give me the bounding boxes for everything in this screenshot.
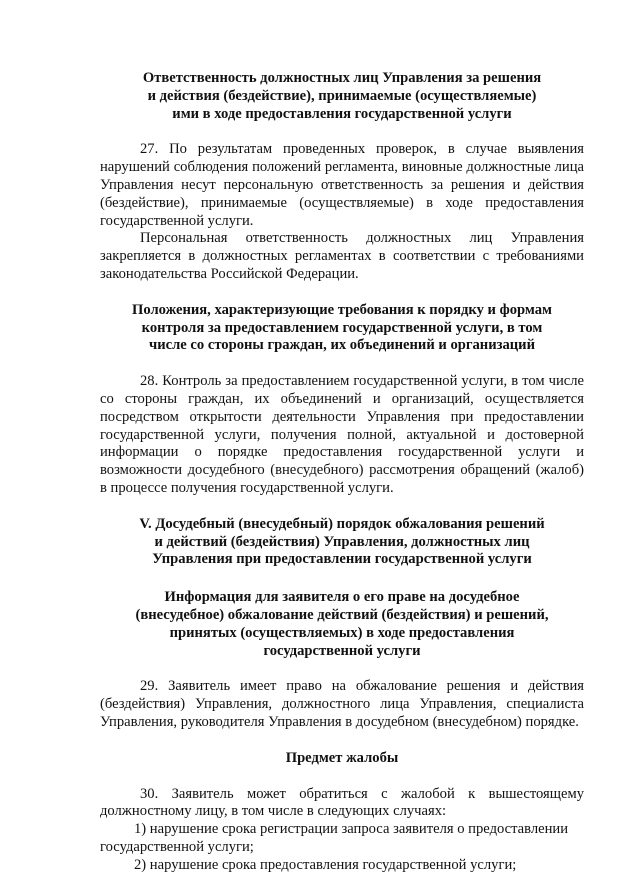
section-heading-appeal-info (100, 589, 584, 660)
paragraph-28: 28. Контроль за предоставлением государственной услуги, в том числе со стороны граждан, их объединений и организаций, осуществляется посредством открытости деятельности Управления при предоставлении государственной услуги, получения полной, актуальной и достоверной информации о порядке предоставления государственной услуги и возможности досудебного (внесудебного) рассмотрения обращений (жалоб) в процессе получения государственной услуги. (100, 373, 584, 496)
section-heading-complaint-subject (100, 750, 584, 768)
heading-line: Ответственность должностных лиц Управления за решения (142, 70, 542, 86)
heading-line: Информация для заявителя о его праве на досудебное (164, 589, 520, 606)
heading-line: Управления при предоставлении государственной услуги (152, 551, 532, 568)
heading-line: и действия (бездействие), принимаемые (осуществляемые) (147, 87, 537, 104)
heading-line: государственной услуги (263, 642, 421, 659)
section-heading-control (100, 302, 584, 355)
heading-line: Положения, характеризующие требования к порядку и формам (132, 301, 552, 318)
heading-line: принятых (осуществляемых) в ходе предоставления (169, 624, 515, 641)
heading-line: Предмет жалобы (285, 749, 399, 766)
paragraph-27-personal-responsibility: Персональная ответственность должностных лиц Управления закрепляется в должностных регламентах в соответствии с требованиями законодательства Российской Федерации. (100, 230, 584, 282)
paragraph-27: 27. По результатам проведенных проверок, в случае выявления нарушений соблюдения положений регламента, виновные должностные лица Управления несут персональную ответственность за решения и действия (бездействие), принимаемые (осуществляемые) в ходе предоставления государственной услуги. (100, 141, 584, 229)
heading-line: числе со стороны граждан, их объединений и организаций (148, 337, 535, 354)
paragraph-30: 30. Заявитель может обратиться с жалобой к вышестоящему должностному лицу, в том числе в следующих случаях: (100, 785, 584, 820)
heading-line: и действий (бездействия) Управления, должностных лиц (154, 533, 530, 550)
heading-line: контроля за предоставлением государственной услуги, в том (141, 319, 543, 336)
heading-line: (внесудебное) обжалование действий (бездействия) и решений, (135, 606, 549, 623)
paragraph-29: 29. Заявитель имеет право на обжалование решения и действия (бездействия) Управления, должностного лица Управления, специалиста Управления, руководителя Управления в досудебном (внесудебном) порядке. (100, 678, 584, 730)
heading-line: ими в ходе предоставления государственной услуги (172, 105, 512, 122)
list-item-2: 2) нарушение срока предоставления государственной услуги; (134, 856, 517, 873)
chapter-heading-v (100, 516, 584, 569)
list-item-1: 1) нарушение срока регистрации запроса заявителя о предоставлении государственной услуги; (100, 821, 569, 855)
heading-line: V. Досудебный (внесудебный) порядок обжалования решений (139, 515, 545, 532)
document-page (100, 70, 584, 874)
section-heading-responsibility (100, 70, 584, 123)
